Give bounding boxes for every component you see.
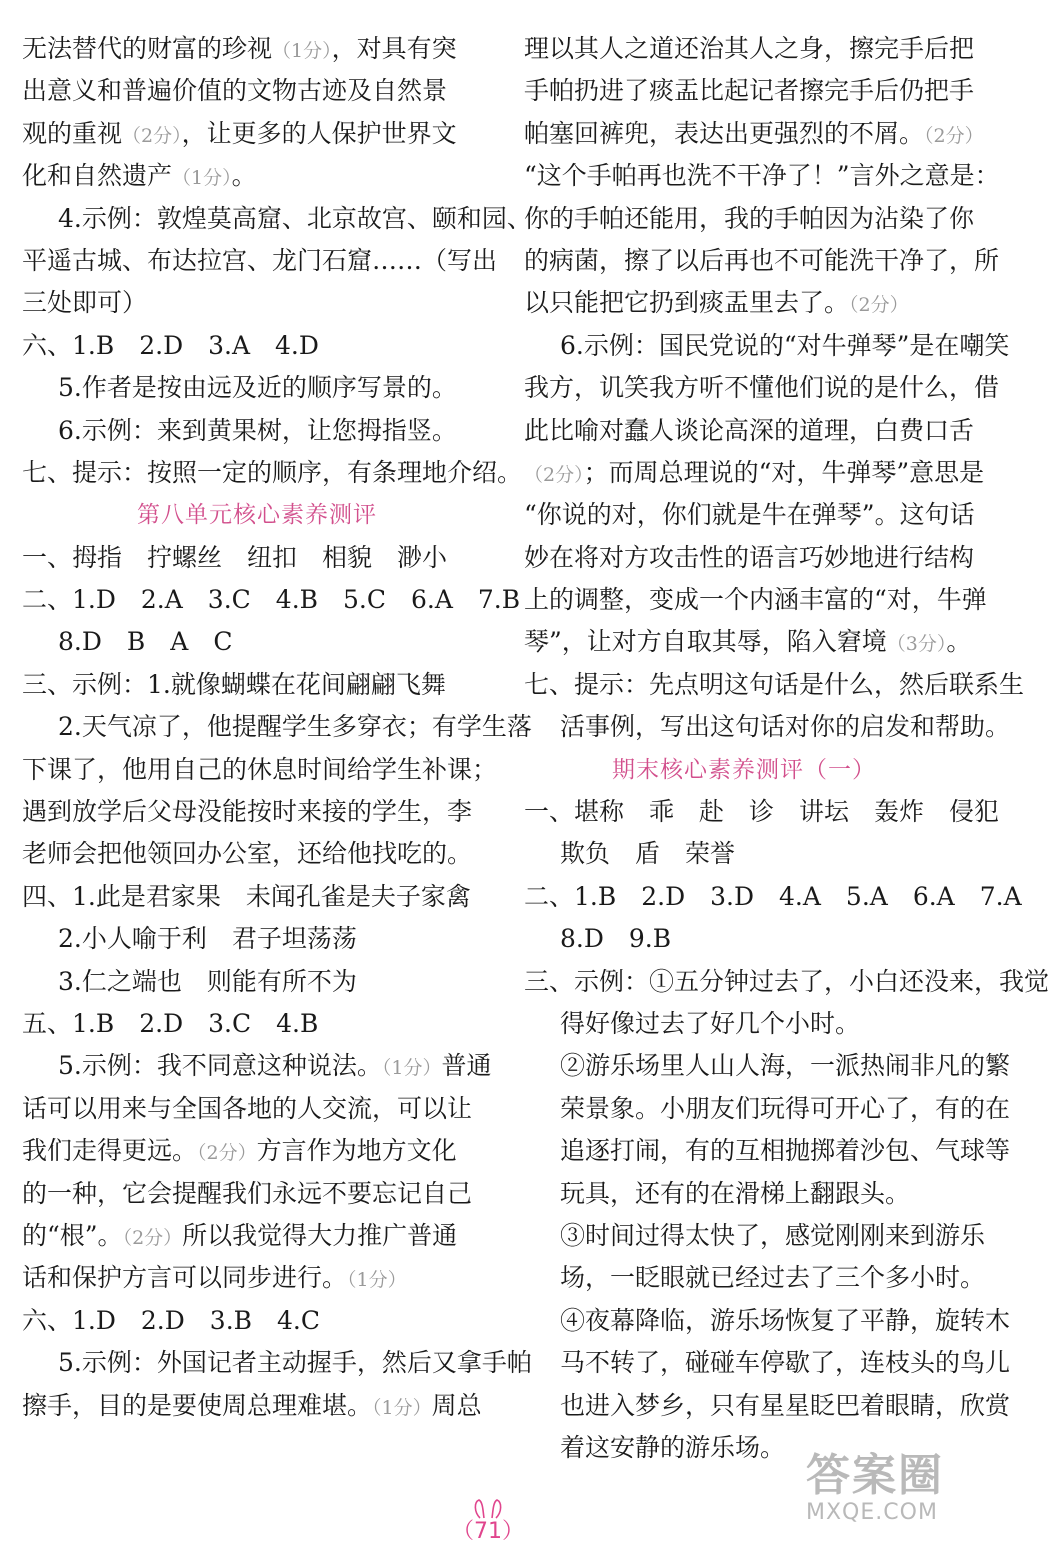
answer-text: 3.仁之端也 则能有所不为 <box>58 966 357 996</box>
answer-text: 观的重视 <box>22 118 123 148</box>
answer-line <box>22 240 498 282</box>
answer-line <box>22 1257 492 1299</box>
answer-text: 我们走得更远。 <box>22 1136 198 1166</box>
answer-line <box>524 367 1000 409</box>
answer-text: 8.D B A C <box>58 627 233 657</box>
answer-text: 下课了，他用自己的休息时间给学生补课； <box>22 754 498 784</box>
answer-text: 七、提示：先点明这句话是什么，然后联系生 <box>524 669 1025 699</box>
answer-text: 欺负 盾 荣誉 <box>560 839 736 869</box>
answer-text: 一、堪称 乖 赴 诊 讲坛 轰炸 侵犯 <box>524 797 1000 827</box>
score-note: （1分） <box>272 40 332 62</box>
answer-text: 8.D 9.B <box>560 924 672 954</box>
answer-line <box>22 706 532 748</box>
answer-text: 一、拇指 拧螺丝 纽扣 相貌 渺小 <box>22 542 448 572</box>
answer-text: 无法替代的财富的珍视 <box>22 34 273 63</box>
answer-line <box>22 325 492 367</box>
answer-text: 上的调整，变成一个内涵丰富的“对，牛弹 <box>524 585 987 615</box>
answer-line <box>22 791 492 833</box>
answer-line <box>22 367 492 409</box>
page-number-open: （71） <box>451 1519 525 1544</box>
score-note: （2分） <box>849 294 909 317</box>
answer-line <box>524 198 975 240</box>
answer-line <box>524 1088 1011 1130</box>
answer-line <box>524 70 975 112</box>
answer-line <box>22 28 492 70</box>
answer-text-continued: 周总 <box>431 1390 482 1420</box>
score-note: （1分） <box>347 1269 407 1292</box>
answer-line <box>524 706 1011 748</box>
answer-text: 的病菌，擦了以后再也不可能洗干净了，所 <box>524 245 1000 275</box>
answer-text: “你说的对，你们就是牛在弹琴”。这句话 <box>524 500 975 530</box>
answer-line <box>22 1130 492 1172</box>
answer-line <box>22 1088 492 1130</box>
answer-text: 追逐打闹，有的互相抛掷着沙包、气球等 <box>560 1136 1011 1166</box>
answer-text: 话和保护方言可以同步进行。 <box>22 1263 348 1293</box>
answer-line <box>22 198 532 240</box>
answer-line <box>524 410 975 452</box>
answer-line <box>524 621 972 663</box>
answer-line <box>22 664 492 706</box>
answer-line <box>22 1045 492 1087</box>
score-note: （2分） <box>197 1142 257 1165</box>
answer-text: 手帕扔进了痰盂比起记者擦完手后仍把手 <box>524 76 975 106</box>
answer-text: 七、提示：按照一定的顺序，有条理地介绍。 <box>22 457 523 487</box>
answer-text-continued: 。 <box>946 627 972 657</box>
answer-line <box>524 918 964 960</box>
section-heading <box>524 749 964 791</box>
left-answer-column <box>22 28 532 1427</box>
answer-line <box>524 791 1000 833</box>
answer-line <box>524 579 987 621</box>
answer-text: 玩具，还有的在滑梯上翻跟头。 <box>560 1178 911 1208</box>
answer-text: 琴”，让对方自取其辱，陷入窘境 <box>524 627 887 657</box>
answer-line <box>22 410 492 452</box>
score-note: （1分） <box>172 167 232 190</box>
answer-line <box>22 579 521 621</box>
answer-line <box>524 1045 1011 1087</box>
answer-line <box>524 876 1022 918</box>
score-note: （1分） <box>381 1057 442 1080</box>
answer-line <box>22 876 492 918</box>
answer-text: 三处即可） <box>22 288 148 318</box>
answer-text: 着这安静的游乐场。 <box>560 1432 786 1462</box>
answer-text: 马不转了，碰碰车停歇了，连枝头的鸟儿 <box>560 1348 1011 1378</box>
answer-text: 活事例，写出这句话对你的启发和帮助。 <box>560 712 1011 742</box>
answer-line <box>524 537 975 579</box>
answer-line <box>524 452 985 494</box>
answer-line <box>22 621 492 663</box>
rabbit-ears-icon <box>470 1498 506 1520</box>
answer-line <box>524 1342 1011 1384</box>
answer-text: 5.作者是按由远及近的顺序写景的。 <box>58 373 457 403</box>
answer-text: 平遥古城、布达拉宫、龙门石窟……（写出 <box>22 245 498 275</box>
answer-line <box>524 1173 964 1215</box>
answer-line <box>524 155 1000 197</box>
answer-text: 三、示例：①五分钟过去了，小白还没来，我觉 <box>524 966 1049 996</box>
answer-text: 六、1.B 2.D 3.A 4.D <box>22 330 319 360</box>
answer-text-continued: ；而周总理说的“对，牛弹琴”意思是 <box>583 457 985 487</box>
answer-text: 二、1.B 2.D 3.D 4.A 5.A 6.A 7.A <box>524 881 1022 911</box>
answer-text: 6.示例：来到黄果树，让您拇指竖。 <box>58 415 457 445</box>
answer-line <box>524 113 984 155</box>
answer-line <box>524 1003 964 1045</box>
answer-text: 四、1.此是君家果 未闻孔雀是夫子家禽 <box>22 881 471 911</box>
answer-line <box>524 1300 1011 1342</box>
page-number: 71 <box>474 1519 502 1544</box>
answer-line <box>22 282 492 324</box>
answer-line <box>524 28 975 70</box>
answer-text-continued: ，对具有突 <box>331 34 457 63</box>
answer-text: 也进入梦乡，只有星星眨巴着眼睛，欣赏 <box>560 1390 1011 1420</box>
answer-line <box>524 1257 986 1299</box>
answer-line <box>22 70 492 112</box>
answer-line <box>524 325 1010 367</box>
answer-line <box>22 537 492 579</box>
score-note: （2分） <box>122 124 182 147</box>
answer-text-continued: 普通 <box>441 1051 492 1081</box>
answer-text: 第八单元核心素养测评 <box>137 502 377 529</box>
answer-text: 此比喻对蠢人谈论高深的道理，白费口舌 <box>524 415 975 445</box>
answer-text: 我方，讥笑我方听不懂他们说的是什么，借 <box>524 373 1000 403</box>
answer-line <box>22 113 492 155</box>
watermark <box>806 1452 966 1532</box>
watermark-logo-text: 答案圈 <box>806 1450 944 1501</box>
answer-text: “这个手帕再也洗不干净了！”言外之意是： <box>524 161 1000 191</box>
answer-line <box>22 833 492 875</box>
answer-text: 理以其人之道还治其人之身，擦完手后把 <box>524 34 975 63</box>
answer-text: 6.示例：国民党说的“对牛弹琴”是在嘲笑 <box>560 330 1010 360</box>
answer-line <box>22 749 498 791</box>
answer-line <box>524 240 1000 282</box>
answer-text: 出意义和普遍价值的文物古迹及自然景 <box>22 76 448 106</box>
answer-text: 2.天气凉了，他提醒学生多穿衣；有学生落 <box>58 712 532 742</box>
answer-line <box>524 1130 1011 1172</box>
answer-line <box>22 1385 492 1427</box>
answer-line <box>524 1385 1011 1427</box>
answer-line <box>22 1342 532 1384</box>
answer-text: 六、1.D 2.D 3.B 4.C <box>22 1305 320 1335</box>
score-note: （2分） <box>122 1226 183 1249</box>
answer-text: 期末核心素养测评（一） <box>612 756 876 783</box>
answer-text: ③时间过得太快了，感觉刚刚来到游乐 <box>560 1220 986 1250</box>
answer-line <box>22 1003 492 1045</box>
score-note: （1分） <box>372 1396 432 1419</box>
answer-text: 遇到放学后父母没能按时来接的学生，李 <box>22 797 473 827</box>
answer-text-continued: 。 <box>231 161 257 191</box>
answer-line <box>524 282 964 324</box>
answer-text: 你的手帕还能用，我的手帕因为沾染了你 <box>524 203 975 233</box>
answer-text: 得好像过去了好几个小时。 <box>560 1008 861 1038</box>
score-note: （2分） <box>524 463 584 486</box>
answer-text: 荣景象。小朋友们玩得可开心了，有的在 <box>560 1093 1011 1123</box>
answer-line <box>22 1173 492 1215</box>
answer-text: 的“根”。 <box>22 1220 123 1250</box>
answer-text: ②游乐场里人山人海，一派热闹非凡的繁 <box>560 1051 1011 1081</box>
answer-text: 话可以用来与全国各地的人交流，可以让 <box>22 1093 473 1123</box>
answer-text: 4.示例：敦煌莫高窟、北京故宫、颐和园、 <box>58 203 532 233</box>
answer-line <box>22 452 523 494</box>
answer-text-continued: ，让更多的人保护世界文 <box>181 118 457 148</box>
answer-line <box>524 833 964 875</box>
answer-line <box>22 918 492 960</box>
section-heading <box>22 494 492 536</box>
answer-text: ④夜幕降临，游乐场恢复了平静，旋转木 <box>560 1305 1011 1335</box>
answer-text: 帕塞回裤兜，表达出更强烈的不屑。 <box>524 118 925 148</box>
answer-text: 2.小人喻于利 君子坦荡荡 <box>58 924 357 954</box>
answer-line <box>524 1215 986 1257</box>
answer-text: 5.示例：我不同意这种说法。 <box>58 1051 382 1081</box>
answer-text: 以只能把它扔到痰盂里去了。 <box>524 288 850 318</box>
answer-text: 五、1.B 2.D 3.C 4.B <box>22 1008 319 1038</box>
answer-text: 化和自然遗产 <box>22 161 173 191</box>
answer-text-continued: 方言作为地方文化 <box>256 1136 457 1166</box>
answer-line <box>524 664 1025 706</box>
answer-line <box>22 1215 492 1257</box>
answer-text: 场，一眨眼就已经过去了三个多小时。 <box>560 1263 986 1293</box>
answer-text: 的一种，它会提醒我们永远不要忘记自己 <box>22 1178 473 1208</box>
answer-text: 老师会把他领回办公室，还给他找吃的。 <box>22 839 473 869</box>
answer-text: 5.示例：外国记者主动握手，然后又拿手帕 <box>58 1348 532 1378</box>
right-answer-column <box>524 28 1049 1469</box>
score-note: （3分） <box>886 633 947 656</box>
answer-text: 擦手，目的是要使周总理难堪。 <box>22 1390 373 1420</box>
answer-text: 妙在将对方攻击性的语言巧妙地进行结构 <box>524 542 975 572</box>
answer-text: 三、示例：1.就像蝴蝶在花间翩翩飞舞 <box>22 669 446 699</box>
answer-line <box>524 494 975 536</box>
answer-line <box>22 155 492 197</box>
score-note: （2分） <box>924 124 984 147</box>
answer-line <box>22 1300 492 1342</box>
watermark-url: MXQE.COM <box>806 1500 938 1525</box>
answer-text: 二、1.D 2.A 3.C 4.B 5.C 6.A 7.B <box>22 585 521 615</box>
answer-line <box>22 961 492 1003</box>
answer-text-continued: 所以我觉得大力推广普通 <box>182 1220 458 1250</box>
answer-line <box>524 961 1049 1003</box>
